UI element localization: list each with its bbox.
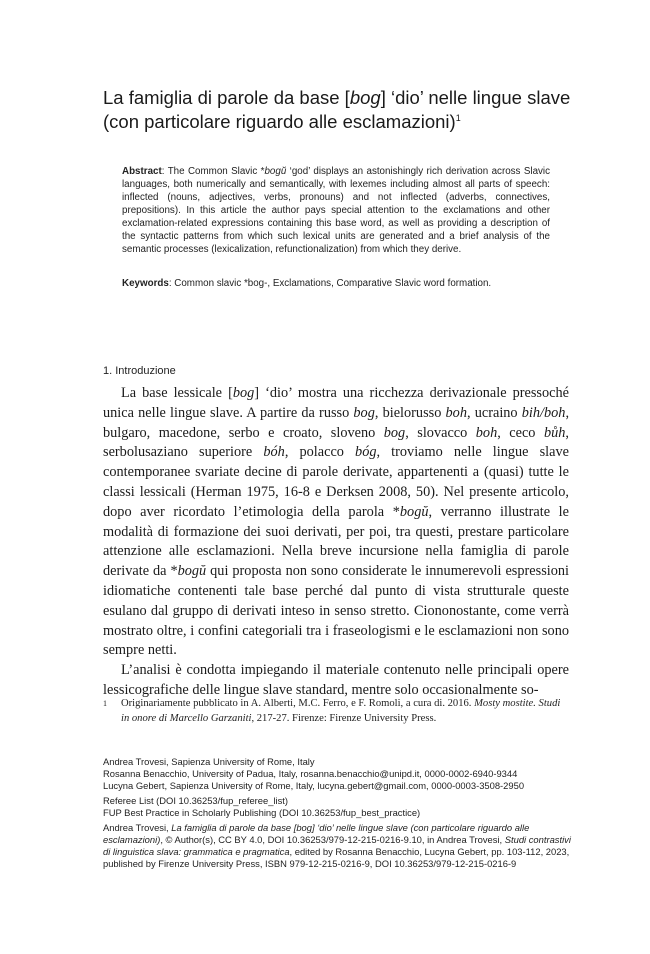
article-title xyxy=(103,86,573,134)
p1-italic: boh xyxy=(475,424,498,441)
p1-italic: bogŭ xyxy=(399,503,429,520)
p1-seg: , troviamo nelle lingue slave contemporanee svariate decine di parole derivate, appartenenti a (quasi) tutte le classi lessicali (Herman 1975, 16-8 e Derksen 2008, 50). Nel presente articolo, dopo aver ricordato l’etimologia della parola * xyxy=(103,444,569,520)
keywords-text: : Common slavic *bog-, Exclamations, Comparative Slavic word formation. xyxy=(168,278,492,289)
p1-seg: , bulgaro, macedone, serbo e croato, sloveno xyxy=(103,404,570,441)
author-line: Lucyna Gebert, Sapienza University of Rome, Italy, lucyna.gebert@gmail.com, 0000-0003-3508-2950 xyxy=(103,780,525,791)
p1-italic: bogŭ xyxy=(177,563,207,580)
p1-italic: bóg xyxy=(355,444,377,461)
footnote-text xyxy=(103,696,569,726)
citation-seg: Andrea Trovesi, xyxy=(103,822,172,833)
p1-italic: bog xyxy=(353,404,375,421)
title-text-start: La famiglia di parole da base [ xyxy=(103,87,350,108)
citation-title: La famiglia di parole da base [bog] ‘dio’ nelle lingue slave (con particolare riguardo alle esclamazioni) xyxy=(103,822,530,845)
title-base-word: bog xyxy=(349,87,381,108)
p1-seg: , ceco xyxy=(497,424,544,441)
p1-seg: , verranno illustrate le modalità di formazione dei suoi derivati, per poi, tra questi, prestare particolare attenzione alle esclamazioni. Nella breve incursione nella famiglia di parole derivate da * xyxy=(103,503,569,580)
p1-italic: bůh xyxy=(543,424,566,441)
abstract-italic-word: bogŭ xyxy=(264,166,287,177)
publication-metadata xyxy=(103,756,571,870)
referee-line: Referee List (DOI 10.36253/fup_referee_list) xyxy=(103,795,288,806)
paragraph-1 xyxy=(103,384,569,661)
abstract xyxy=(122,165,550,256)
paragraph-2: L’analisi è condotta impiegando il materiale contenuto nelle principali opere lessicografiche delle lingue slave standard, mentre solo occasionalmente so- xyxy=(103,662,569,698)
citation xyxy=(103,822,571,870)
author-line: Andrea Trovesi, Sapienza University of Rome, Italy xyxy=(103,756,315,767)
footnote xyxy=(103,696,569,726)
p1-italic: boh xyxy=(445,404,467,421)
abstract-text-rest: ‘god’ displays an astonishingly rich derivation across Slavic languages, both numerically and semantically, with lexemes including almost all parts of speech: inflected (nouns, adjectives, verbs, pronouns) and not inflected (adverbs, connectives, prepositions). In this article the author pays special attention to the exclamations and other exclamation-related expressions containing this base word, as well as providing a description of the syntactic patterns from which such lexical units are generated and a brief analysis of the semantic processes (lexicalization, refunctionalization) from which they derive. xyxy=(122,166,550,255)
p1-seg: La base lessicale [ xyxy=(121,385,233,401)
p1-seg: ] ‘dio’ mostra una ricchezza derivazionale pressoché unica nelle lingue slave. A partire da russo xyxy=(103,385,569,421)
title-footnote-mark[interactable]: 1 xyxy=(455,112,461,123)
keywords-label: Keywords xyxy=(122,278,169,289)
footnote-seg: , 217-27. Firenze: Firenze University Press. xyxy=(251,713,437,724)
p1-italic: bog xyxy=(232,385,255,401)
citation-seg: , edited by Rosanna Benacchio, Lucyna Gebert, pp. 103-112, 2023, published by Firenze University Press, ISBN 979-12-215-0216-9, DOI 10.36253/979-12-215-0216-9 xyxy=(103,846,570,869)
p1-seg: , slovacco xyxy=(405,424,476,441)
referee-line: FUP Best Practice in Scholarly Publishing (DOI 10.36253/fup_best_practice) xyxy=(103,807,421,818)
citation-book-title: Studi contrastivi di linguistica slava: grammatica e pragmatica xyxy=(103,834,571,857)
p1-seg: qui proposta non sono considerate le innumerevoli espressioni idiomatiche contenenti tale base perché dal punto di vista strutturale queste esulano dal gruppo di derivati inteso in senso stretto. Ciononostante, come verrà mostrato oltre, i confini categoriali tra i fraseologismi e le esclamazioni non sono sempre netti. xyxy=(103,563,569,659)
p1-seg: , polacco xyxy=(284,444,356,461)
p1-seg: , ucraino xyxy=(466,404,522,421)
body-text xyxy=(103,384,569,701)
footnote-seg: Originariamente pubblicato in A. Alberti, M.C. Ferro, e F. Romoli, a cura di. 2016. xyxy=(121,698,475,709)
keywords xyxy=(122,277,552,290)
p1-italic: bih/boh xyxy=(521,404,566,421)
section-heading: 1. Introduzione xyxy=(103,365,176,377)
footnote-number: 1 xyxy=(103,699,107,708)
footnote-italic: Mosty mostite. Studi in onore di Marcello Garzaniti xyxy=(121,698,561,724)
citation-seg: , © Author(s), CC BY 4.0, DOI 10.36253/979-12-215-0216-9.10, in Andrea Trovesi, xyxy=(160,834,505,845)
author-line: Rosanna Benacchio, University of Padua, Italy, rosanna.benacchio@unipd.it, 0000-0002-6940-9344 xyxy=(103,768,518,779)
p1-seg: , bielorusso xyxy=(374,404,446,421)
p1-seg: , serbolusaziano superiore xyxy=(103,424,569,461)
abstract-text: : The Common Slavic * xyxy=(161,166,265,177)
p1-italic: bog xyxy=(383,424,406,441)
abstract-label: Abstract xyxy=(122,166,162,177)
p1-italic: bóh xyxy=(263,444,285,461)
title-text-end: ] ‘dio’ nelle lingue slave (con particolare riguardo alle esclamazioni) xyxy=(103,87,571,132)
